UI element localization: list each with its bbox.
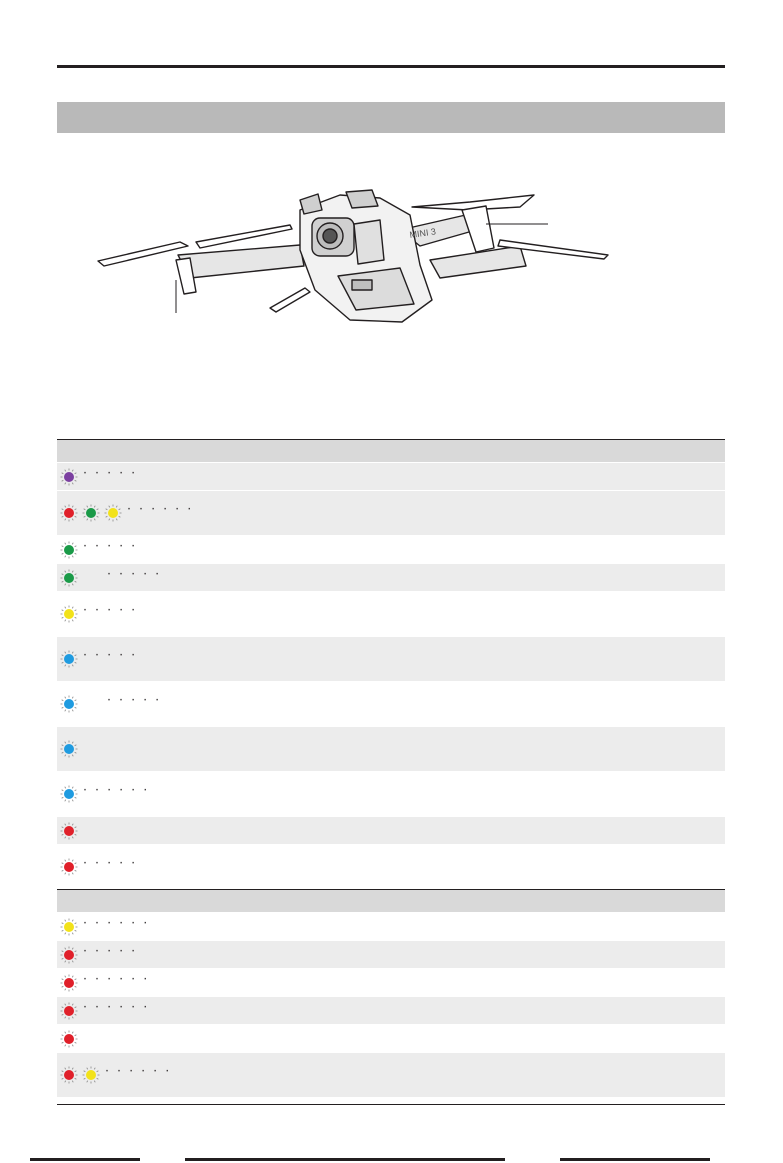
blink-pattern: ⋅ ⋅ ⋅ ⋅ ⋅ bbox=[82, 945, 137, 957]
blink-pattern: ⋅ ⋅ ⋅ ⋅ ⋅ bbox=[82, 858, 137, 869]
normal-status-row bbox=[57, 771, 725, 816]
blink-pattern: ⋅ ⋅ ⋅ ⋅ ⋅ ⋅ bbox=[82, 785, 149, 796]
blink-pattern: ⋅ ⋅ ⋅ ⋅ ⋅ bbox=[106, 695, 161, 706]
normal-status-rows bbox=[57, 462, 725, 889]
blinking-led-icon bbox=[60, 468, 82, 486]
blinking-led-icon bbox=[82, 504, 104, 522]
table-header-normal bbox=[57, 439, 725, 462]
normal-status-row bbox=[57, 681, 725, 726]
section-header-bar bbox=[57, 102, 725, 133]
normal-status-row bbox=[57, 462, 725, 490]
led-sequence bbox=[60, 468, 136, 486]
blinking-led-icon bbox=[60, 918, 82, 936]
blinking-led-icon bbox=[60, 1030, 82, 1048]
led-sequence bbox=[60, 918, 148, 936]
blinking-led-icon bbox=[60, 822, 82, 840]
blink-pattern: ⋅ ⋅ ⋅ ⋅ ⋅ bbox=[82, 605, 137, 616]
blinking-led-icon bbox=[104, 504, 126, 522]
blinking-led-icon bbox=[60, 650, 82, 668]
normal-status-row bbox=[57, 563, 725, 591]
aircraft-status-indicator-table bbox=[57, 439, 725, 1097]
drone-model-label: MINI 3 bbox=[408, 226, 437, 240]
warning-status-row bbox=[57, 996, 725, 1024]
blinking-led-icon bbox=[60, 1066, 82, 1084]
blinking-led-icon bbox=[60, 1002, 82, 1020]
warning-status-row bbox=[57, 912, 725, 940]
blinking-led-icon bbox=[60, 785, 82, 803]
normal-status-row bbox=[57, 591, 725, 636]
blinking-led-icon bbox=[60, 974, 82, 992]
warning-status-row bbox=[57, 1052, 725, 1097]
blinking-led-icon bbox=[60, 605, 82, 623]
blink-pattern: ⋅ ⋅ ⋅ ⋅ ⋅ ⋅ bbox=[104, 1066, 171, 1077]
normal-status-row bbox=[57, 726, 725, 771]
bottom-rule bbox=[57, 1104, 725, 1105]
top-rule bbox=[57, 65, 725, 68]
normal-status-row bbox=[57, 816, 725, 844]
led-sequence bbox=[60, 605, 136, 623]
blinking-led-icon bbox=[82, 1066, 104, 1084]
led-sequence bbox=[60, 695, 160, 713]
blinking-led-icon bbox=[60, 946, 82, 964]
normal-status-row bbox=[57, 535, 725, 563]
cropped-footer-text bbox=[0, 1158, 783, 1163]
led-sequence bbox=[60, 974, 148, 992]
blink-pattern: ⋅ ⋅ ⋅ ⋅ ⋅ bbox=[82, 467, 137, 479]
led-sequence bbox=[60, 740, 82, 758]
led-sequence bbox=[60, 1002, 148, 1020]
warning-status-rows bbox=[57, 912, 725, 1097]
blink-pattern: ⋅ ⋅ ⋅ ⋅ ⋅ bbox=[82, 650, 137, 661]
table-header-warning bbox=[57, 889, 725, 912]
warning-status-row bbox=[57, 968, 725, 996]
led-sequence bbox=[60, 650, 136, 668]
led-sequence bbox=[60, 858, 136, 876]
blink-pattern: ⋅ ⋅ ⋅ ⋅ ⋅ ⋅ bbox=[82, 917, 149, 929]
blinking-led-icon bbox=[60, 541, 82, 559]
blink-pattern: ⋅ ⋅ ⋅ ⋅ ⋅ ⋅ bbox=[126, 504, 193, 515]
blink-pattern: ⋅ ⋅ ⋅ ⋅ ⋅ ⋅ bbox=[82, 973, 149, 985]
blinking-led-icon bbox=[60, 695, 82, 713]
led-sequence bbox=[60, 822, 82, 840]
led-sequence bbox=[60, 541, 136, 559]
led-sequence bbox=[60, 946, 136, 964]
blink-pattern: ⋅ ⋅ ⋅ ⋅ ⋅ ⋅ bbox=[82, 1001, 149, 1013]
drone-illustration bbox=[0, 180, 783, 330]
led-sequence bbox=[60, 1030, 82, 1048]
warning-status-row bbox=[57, 1024, 725, 1052]
blinking-led-icon bbox=[60, 858, 82, 876]
blinking-led-icon bbox=[60, 569, 82, 587]
normal-status-row bbox=[57, 490, 725, 535]
blink-pattern: ⋅ ⋅ ⋅ ⋅ ⋅ bbox=[106, 568, 161, 580]
led-sequence bbox=[60, 504, 192, 522]
blink-pattern: ⋅ ⋅ ⋅ ⋅ ⋅ bbox=[82, 540, 137, 552]
led-sequence bbox=[60, 785, 148, 803]
blinking-led-icon bbox=[60, 740, 82, 758]
warning-status-row bbox=[57, 940, 725, 968]
blinking-led-icon bbox=[60, 504, 82, 522]
normal-status-row bbox=[57, 844, 725, 889]
led-sequence bbox=[60, 1066, 170, 1084]
normal-status-row bbox=[57, 636, 725, 681]
led-sequence bbox=[60, 569, 160, 587]
